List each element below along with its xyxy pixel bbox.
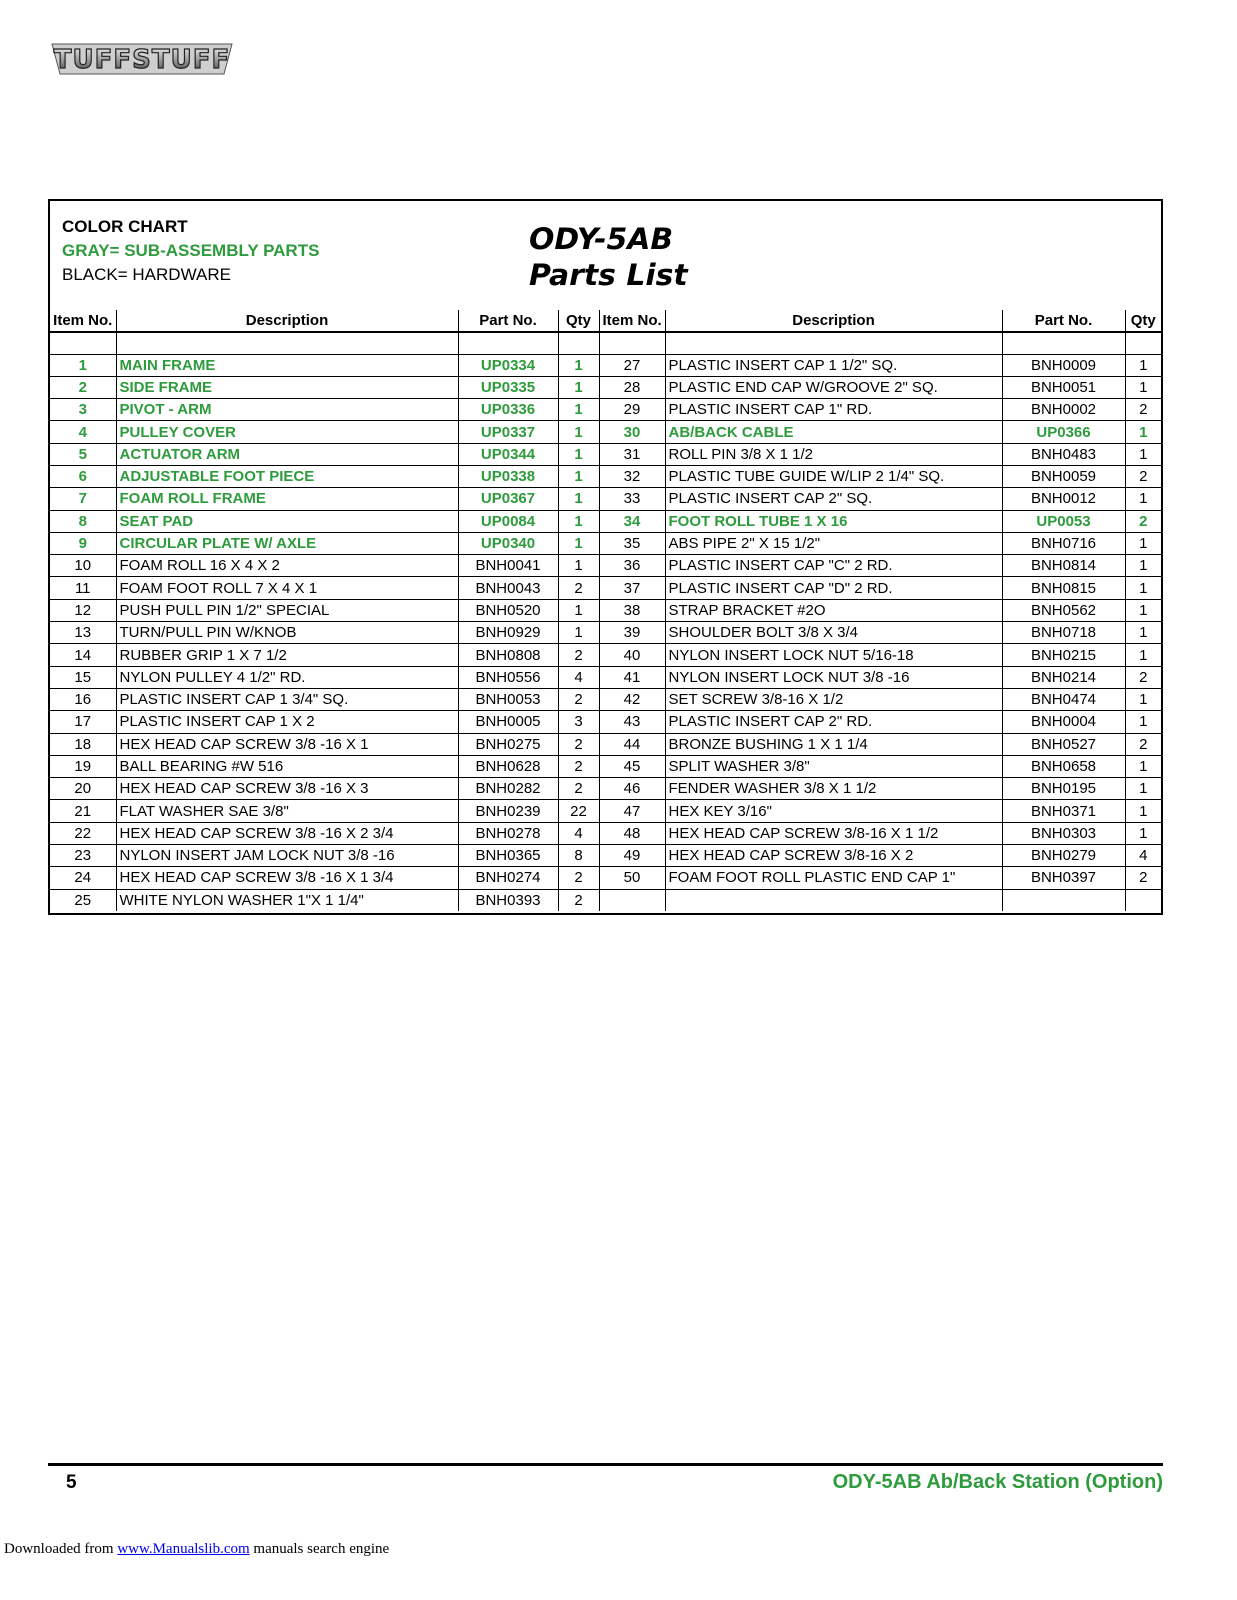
color-chart-gray-label: GRAY= SUB-ASSEMBLY PARTS bbox=[62, 241, 320, 260]
item-no-cell: 34 bbox=[599, 510, 665, 532]
part-no-cell: BNH0808 bbox=[458, 644, 558, 666]
part-no-cell: BNH0004 bbox=[1002, 711, 1125, 733]
description-cell: SHOULDER BOLT 3/8 X 3/4 bbox=[665, 622, 1002, 644]
item-no-cell: 23 bbox=[50, 845, 116, 867]
part-no-cell: BNH0002 bbox=[1002, 399, 1125, 421]
table-row bbox=[50, 376, 1161, 398]
description-cell: PLASTIC INSERT CAP 1 X 2 bbox=[116, 711, 458, 733]
item-no-cell: 30 bbox=[599, 421, 665, 443]
color-chart bbox=[62, 215, 319, 287]
qty-cell: 1 bbox=[1125, 376, 1161, 398]
item-no-cell: 39 bbox=[599, 622, 665, 644]
item-no-cell: 36 bbox=[599, 555, 665, 577]
manualslib-link[interactable]: www.Manualslib.com bbox=[117, 1541, 250, 1557]
parts-table-body bbox=[50, 332, 1161, 911]
item-no-cell: 19 bbox=[50, 755, 116, 777]
description-cell: PLASTIC INSERT CAP "D" 2 RD. bbox=[665, 577, 1002, 599]
part-no-cell: BNH0239 bbox=[458, 800, 558, 822]
item-no-cell: 48 bbox=[599, 822, 665, 844]
description-cell: HEX HEAD CAP SCREW 3/8 -16 X 3 bbox=[116, 778, 458, 800]
item-no-cell: 18 bbox=[50, 733, 116, 755]
qty-cell: 1 bbox=[1125, 532, 1161, 554]
item-no-cell: 43 bbox=[599, 711, 665, 733]
col-header-description: Description bbox=[116, 310, 458, 332]
qty-cell: 1 bbox=[558, 488, 599, 510]
logo-wordmark: TUFFSTUFF bbox=[53, 45, 231, 75]
qty-cell: 1 bbox=[1125, 599, 1161, 621]
item-no-cell: 11 bbox=[50, 577, 116, 599]
table-row bbox=[50, 733, 1161, 755]
part-no-cell: UP0336 bbox=[458, 399, 558, 421]
description-cell: FOOT ROLL TUBE 1 X 16 bbox=[665, 510, 1002, 532]
description-cell: PIVOT - ARM bbox=[116, 399, 458, 421]
qty-cell: 2 bbox=[558, 577, 599, 599]
part-no-cell: BNH0009 bbox=[1002, 354, 1125, 376]
part-no-cell: BNH0520 bbox=[458, 599, 558, 621]
footer-divider bbox=[48, 1463, 1163, 1466]
part-no-cell: BNH0929 bbox=[458, 622, 558, 644]
col-header-part-no: Part No. bbox=[458, 310, 558, 332]
qty-cell: 1 bbox=[1125, 577, 1161, 599]
part-no-cell: BNH0483 bbox=[1002, 443, 1125, 465]
part-no-cell: UP0084 bbox=[458, 510, 558, 532]
qty-cell: 1 bbox=[1125, 354, 1161, 376]
item-no-cell: 9 bbox=[50, 532, 116, 554]
document-title-model: ODY-5AB bbox=[529, 222, 674, 256]
qty-cell: 1 bbox=[1125, 778, 1161, 800]
description-cell: SEAT PAD bbox=[116, 510, 458, 532]
qty-cell: 1 bbox=[558, 510, 599, 532]
description-cell: HEX HEAD CAP SCREW 3/8-16 X 2 bbox=[665, 845, 1002, 867]
item-no-cell: 10 bbox=[50, 555, 116, 577]
part-no-cell: UP0337 bbox=[458, 421, 558, 443]
table-row bbox=[50, 822, 1161, 844]
qty-cell: 1 bbox=[1125, 755, 1161, 777]
item-no-cell: 38 bbox=[599, 599, 665, 621]
description-cell: TURN/PULL PIN W/KNOB bbox=[116, 622, 458, 644]
item-no-cell: 32 bbox=[599, 465, 665, 487]
qty-cell: 2 bbox=[1125, 399, 1161, 421]
description-cell: FLAT WASHER SAE 3/8" bbox=[116, 800, 458, 822]
description-cell: ACTUATOR ARM bbox=[116, 443, 458, 465]
qty-cell: 1 bbox=[558, 354, 599, 376]
description-cell bbox=[665, 889, 1002, 911]
part-no-cell: BNH0474 bbox=[1002, 688, 1125, 710]
col-header-qty: Qty bbox=[558, 310, 599, 332]
qty-cell: 2 bbox=[558, 644, 599, 666]
table-row bbox=[50, 778, 1161, 800]
qty-cell: 8 bbox=[558, 845, 599, 867]
item-no-cell bbox=[599, 889, 665, 911]
footer-title: ODY-5AB Ab/Back Station (Option) bbox=[832, 1471, 1163, 1493]
description-cell: SPLIT WASHER 3/8" bbox=[665, 755, 1002, 777]
description-cell: NYLON PULLEY 4 1/2" RD. bbox=[116, 666, 458, 688]
item-no-cell: 22 bbox=[50, 822, 116, 844]
item-no-cell: 3 bbox=[50, 399, 116, 421]
description-cell: PUSH PULL PIN 1/2" SPECIAL bbox=[116, 599, 458, 621]
description-cell: NYLON INSERT JAM LOCK NUT 3/8 -16 bbox=[116, 845, 458, 867]
color-chart-black-label: BLACK= HARDWARE bbox=[62, 265, 231, 284]
description-cell: ADJUSTABLE FOOT PIECE bbox=[116, 465, 458, 487]
description-cell: PULLEY COVER bbox=[116, 421, 458, 443]
part-no-cell: UP0334 bbox=[458, 354, 558, 376]
item-no-cell: 25 bbox=[50, 889, 116, 911]
part-no-cell: BNH0716 bbox=[1002, 532, 1125, 554]
item-no-cell: 6 bbox=[50, 465, 116, 487]
part-no-cell: BNH0303 bbox=[1002, 822, 1125, 844]
description-cell: STRAP BRACKET #2O bbox=[665, 599, 1002, 621]
qty-cell: 2 bbox=[1125, 666, 1161, 688]
part-no-cell: UP0335 bbox=[458, 376, 558, 398]
qty-cell: 2 bbox=[558, 778, 599, 800]
description-cell: FENDER WASHER 3/8 X 1 1/2 bbox=[665, 778, 1002, 800]
description-cell: FOAM ROLL 16 X 4 X 2 bbox=[116, 555, 458, 577]
part-no-cell: BNH0214 bbox=[1002, 666, 1125, 688]
part-no-cell: BNH0562 bbox=[1002, 599, 1125, 621]
table-row bbox=[50, 688, 1161, 710]
qty-cell: 1 bbox=[1125, 443, 1161, 465]
item-no-cell: 42 bbox=[599, 688, 665, 710]
description-cell: AB/BACK CABLE bbox=[665, 421, 1002, 443]
col-header-qty: Qty bbox=[1125, 310, 1161, 332]
part-no-cell: BNH0059 bbox=[1002, 465, 1125, 487]
part-no-cell: BNH0397 bbox=[1002, 867, 1125, 889]
part-no-cell: BNH0279 bbox=[1002, 845, 1125, 867]
table-row bbox=[50, 867, 1161, 889]
item-no-cell: 33 bbox=[599, 488, 665, 510]
qty-cell: 1 bbox=[1125, 711, 1161, 733]
part-no-cell: BNH0043 bbox=[458, 577, 558, 599]
item-no-cell: 8 bbox=[50, 510, 116, 532]
qty-cell: 1 bbox=[1125, 822, 1161, 844]
qty-cell: 2 bbox=[1125, 733, 1161, 755]
table-row bbox=[50, 622, 1161, 644]
description-cell: RUBBER GRIP 1 X 7 1/2 bbox=[116, 644, 458, 666]
qty-cell: 4 bbox=[1125, 845, 1161, 867]
parts-list-frame bbox=[48, 199, 1163, 915]
qty-cell: 1 bbox=[558, 599, 599, 621]
col-header-item-no: Item No. bbox=[599, 310, 665, 332]
part-no-cell: BNH0053 bbox=[458, 688, 558, 710]
qty-cell: 1 bbox=[1125, 622, 1161, 644]
description-cell: HEX HEAD CAP SCREW 3/8 -16 X 1 bbox=[116, 733, 458, 755]
part-no-cell: UP0344 bbox=[458, 443, 558, 465]
qty-cell: 1 bbox=[558, 376, 599, 398]
description-cell: MAIN FRAME bbox=[116, 354, 458, 376]
qty-cell: 1 bbox=[1125, 555, 1161, 577]
qty-cell: 1 bbox=[558, 532, 599, 554]
qty-cell: 2 bbox=[1125, 510, 1161, 532]
qty-cell: 4 bbox=[558, 822, 599, 844]
part-no-cell: BNH0365 bbox=[458, 845, 558, 867]
qty-cell: 3 bbox=[558, 711, 599, 733]
part-no-cell: UP0340 bbox=[458, 532, 558, 554]
description-cell: PLASTIC INSERT CAP 2" RD. bbox=[665, 711, 1002, 733]
col-header-part-no: Part No. bbox=[1002, 310, 1125, 332]
part-no-cell: BNH0275 bbox=[458, 733, 558, 755]
part-no-cell: UP0053 bbox=[1002, 510, 1125, 532]
table-spacer-row bbox=[50, 332, 1161, 354]
qty-cell: 1 bbox=[1125, 488, 1161, 510]
item-no-cell: 24 bbox=[50, 867, 116, 889]
item-no-cell: 46 bbox=[599, 778, 665, 800]
qty-cell: 1 bbox=[558, 421, 599, 443]
tuffstuff-logo bbox=[46, 30, 238, 84]
part-no-cell: BNH0393 bbox=[458, 889, 558, 911]
col-header-item-no: Item No. bbox=[50, 310, 116, 332]
item-no-cell: 17 bbox=[50, 711, 116, 733]
item-no-cell: 45 bbox=[599, 755, 665, 777]
item-no-cell: 50 bbox=[599, 867, 665, 889]
description-cell: PLASTIC INSERT CAP "C" 2 RD. bbox=[665, 555, 1002, 577]
qty-cell: 1 bbox=[1125, 688, 1161, 710]
description-cell: PLASTIC END CAP W/GROOVE 2" SQ. bbox=[665, 376, 1002, 398]
table-row bbox=[50, 354, 1161, 376]
qty-cell: 1 bbox=[558, 555, 599, 577]
part-no-cell: BNH0556 bbox=[458, 666, 558, 688]
table-row bbox=[50, 465, 1161, 487]
item-no-cell: 37 bbox=[599, 577, 665, 599]
qty-cell: 1 bbox=[558, 622, 599, 644]
part-no-cell: BNH0527 bbox=[1002, 733, 1125, 755]
description-cell: SET SCREW 3/8-16 X 1/2 bbox=[665, 688, 1002, 710]
description-cell: FOAM FOOT ROLL 7 X 4 X 1 bbox=[116, 577, 458, 599]
download-suffix: manuals search engine bbox=[249, 1541, 390, 1557]
description-cell: FOAM ROLL FRAME bbox=[116, 488, 458, 510]
part-no-cell: BNH0815 bbox=[1002, 577, 1125, 599]
part-no-cell: BNH0718 bbox=[1002, 622, 1125, 644]
part-no-cell: UP0367 bbox=[458, 488, 558, 510]
part-no-cell: BNH0278 bbox=[458, 822, 558, 844]
description-cell: HEX HEAD CAP SCREW 3/8 -16 X 1 3/4 bbox=[116, 867, 458, 889]
parts-table bbox=[50, 310, 1161, 911]
part-no-cell bbox=[1002, 889, 1125, 911]
item-no-cell: 20 bbox=[50, 778, 116, 800]
description-cell: PLASTIC INSERT CAP 1" RD. bbox=[665, 399, 1002, 421]
part-no-cell: BNH0814 bbox=[1002, 555, 1125, 577]
table-row bbox=[50, 510, 1161, 532]
table-row bbox=[50, 599, 1161, 621]
item-no-cell: 7 bbox=[50, 488, 116, 510]
part-no-cell: BNH0371 bbox=[1002, 800, 1125, 822]
description-cell: CIRCULAR PLATE W/ AXLE bbox=[116, 532, 458, 554]
description-cell: ABS PIPE 2" X 15 1/2" bbox=[665, 532, 1002, 554]
qty-cell: 2 bbox=[1125, 867, 1161, 889]
qty-cell: 22 bbox=[558, 800, 599, 822]
part-no-cell: UP0338 bbox=[458, 465, 558, 487]
description-cell: ROLL PIN 3/8 X 1 1/2 bbox=[665, 443, 1002, 465]
document-title-subtitle: Parts List bbox=[529, 258, 688, 292]
qty-cell: 1 bbox=[558, 443, 599, 465]
table-row bbox=[50, 555, 1161, 577]
part-no-cell: BNH0041 bbox=[458, 555, 558, 577]
table-header-row bbox=[50, 310, 1161, 332]
table-row bbox=[50, 421, 1161, 443]
part-no-cell: BNH0012 bbox=[1002, 488, 1125, 510]
description-cell: SIDE FRAME bbox=[116, 376, 458, 398]
color-chart-title: COLOR CHART bbox=[62, 217, 188, 236]
qty-cell: 1 bbox=[1125, 421, 1161, 443]
qty-cell: 1 bbox=[558, 399, 599, 421]
qty-cell: 2 bbox=[558, 889, 599, 911]
table-row bbox=[50, 399, 1161, 421]
description-cell: PLASTIC TUBE GUIDE W/LIP 2 1/4" SQ. bbox=[665, 465, 1002, 487]
table-row bbox=[50, 666, 1161, 688]
description-cell: BRONZE BUSHING 1 X 1 1/4 bbox=[665, 733, 1002, 755]
description-cell: HEX KEY 3/16" bbox=[665, 800, 1002, 822]
description-cell: HEX HEAD CAP SCREW 3/8 -16 X 2 3/4 bbox=[116, 822, 458, 844]
description-cell: PLASTIC INSERT CAP 1 3/4" SQ. bbox=[116, 688, 458, 710]
item-no-cell: 41 bbox=[599, 666, 665, 688]
item-no-cell: 21 bbox=[50, 800, 116, 822]
table-row bbox=[50, 488, 1161, 510]
table-row bbox=[50, 577, 1161, 599]
qty-cell: 2 bbox=[558, 733, 599, 755]
part-no-cell: BNH0282 bbox=[458, 778, 558, 800]
qty-cell: 2 bbox=[558, 688, 599, 710]
part-no-cell: BNH0628 bbox=[458, 755, 558, 777]
description-cell: NYLON INSERT LOCK NUT 3/8 -16 bbox=[665, 666, 1002, 688]
part-no-cell: BNH0195 bbox=[1002, 778, 1125, 800]
document-title bbox=[529, 221, 688, 293]
description-cell: WHITE NYLON WASHER 1"X 1 1/4" bbox=[116, 889, 458, 911]
item-no-cell: 1 bbox=[50, 354, 116, 376]
item-no-cell: 40 bbox=[599, 644, 665, 666]
qty-cell: 2 bbox=[558, 867, 599, 889]
description-cell: BALL BEARING #W 516 bbox=[116, 755, 458, 777]
item-no-cell: 44 bbox=[599, 733, 665, 755]
table-row bbox=[50, 800, 1161, 822]
table-row bbox=[50, 889, 1161, 911]
part-no-cell: BNH0215 bbox=[1002, 644, 1125, 666]
part-no-cell: BNH0274 bbox=[458, 867, 558, 889]
item-no-cell: 4 bbox=[50, 421, 116, 443]
item-no-cell: 31 bbox=[599, 443, 665, 465]
description-cell: HEX HEAD CAP SCREW 3/8-16 X 1 1/2 bbox=[665, 822, 1002, 844]
item-no-cell: 5 bbox=[50, 443, 116, 465]
item-no-cell: 29 bbox=[599, 399, 665, 421]
qty-cell: 2 bbox=[558, 755, 599, 777]
item-no-cell: 2 bbox=[50, 376, 116, 398]
item-no-cell: 16 bbox=[50, 688, 116, 710]
part-no-cell: UP0366 bbox=[1002, 421, 1125, 443]
description-cell: FOAM FOOT ROLL PLASTIC END CAP 1" bbox=[665, 867, 1002, 889]
table-row bbox=[50, 845, 1161, 867]
description-cell: NYLON INSERT LOCK NUT 5/16-18 bbox=[665, 644, 1002, 666]
qty-cell bbox=[1125, 889, 1161, 911]
qty-cell: 2 bbox=[1125, 465, 1161, 487]
item-no-cell: 35 bbox=[599, 532, 665, 554]
col-header-description: Description bbox=[665, 310, 1002, 332]
item-no-cell: 13 bbox=[50, 622, 116, 644]
item-no-cell: 28 bbox=[599, 376, 665, 398]
qty-cell: 1 bbox=[1125, 800, 1161, 822]
description-cell: PLASTIC INSERT CAP 1 1/2" SQ. bbox=[665, 354, 1002, 376]
item-no-cell: 14 bbox=[50, 644, 116, 666]
download-notice bbox=[4, 1541, 389, 1558]
item-no-cell: 49 bbox=[599, 845, 665, 867]
table-row bbox=[50, 711, 1161, 733]
download-prefix: Downloaded from bbox=[4, 1541, 118, 1557]
qty-cell: 1 bbox=[558, 465, 599, 487]
item-no-cell: 27 bbox=[599, 354, 665, 376]
part-no-cell: BNH0658 bbox=[1002, 755, 1125, 777]
qty-cell: 1 bbox=[1125, 644, 1161, 666]
table-row bbox=[50, 644, 1161, 666]
qty-cell: 4 bbox=[558, 666, 599, 688]
table-row bbox=[50, 443, 1161, 465]
item-no-cell: 12 bbox=[50, 599, 116, 621]
table-row bbox=[50, 532, 1161, 554]
description-cell: PLASTIC INSERT CAP 2" SQ. bbox=[665, 488, 1002, 510]
table-row bbox=[50, 755, 1161, 777]
part-no-cell: BNH0005 bbox=[458, 711, 558, 733]
item-no-cell: 47 bbox=[599, 800, 665, 822]
page-number: 5 bbox=[66, 1472, 77, 1493]
item-no-cell: 15 bbox=[50, 666, 116, 688]
part-no-cell: BNH0051 bbox=[1002, 376, 1125, 398]
